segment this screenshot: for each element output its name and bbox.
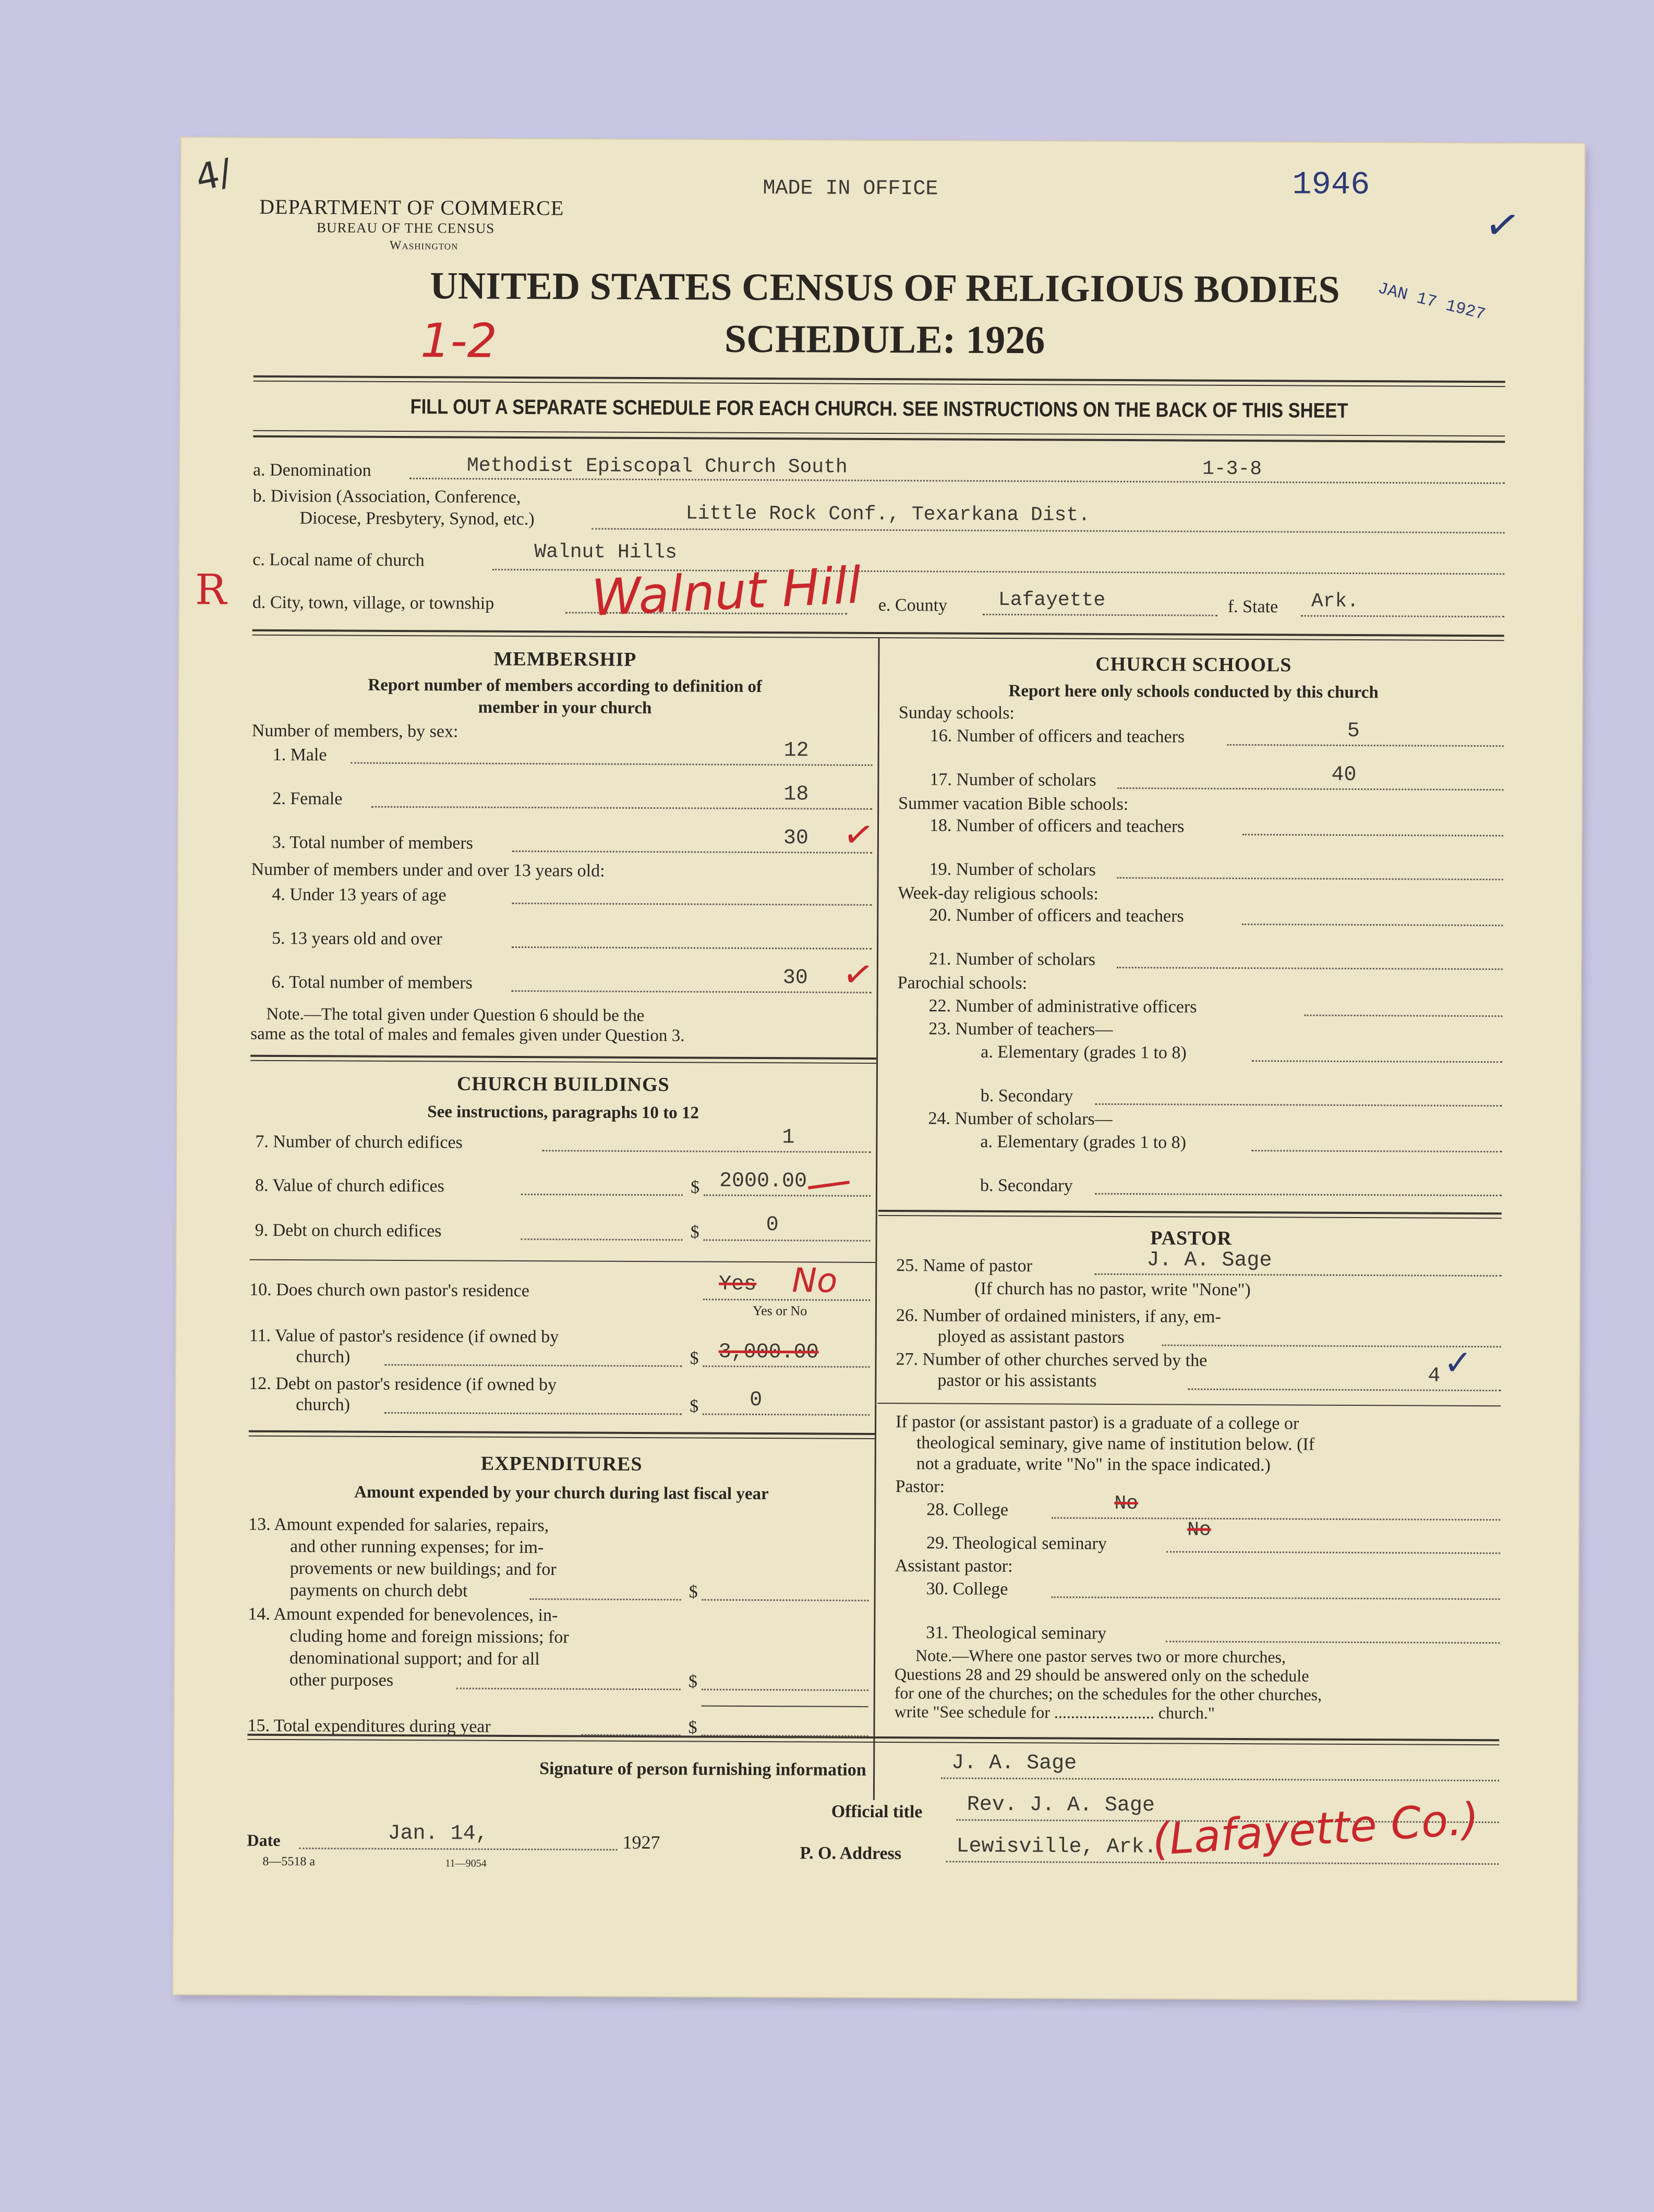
po-address-value: Lewisville, Ark.: [956, 1834, 1157, 1859]
q18-label: 18. Number of officers and teachers: [929, 816, 1185, 836]
graduate-note-3: not a graduate, write "No" in the space indicated.): [916, 1454, 1271, 1475]
denomination-value: Methodist Episcopal Church South: [466, 454, 848, 479]
official-title-value: Rev. J. A. Sage: [967, 1793, 1155, 1818]
q7-value: 1: [782, 1126, 795, 1150]
po-address-red-note: (Lafayette Co.): [1151, 1793, 1481, 1866]
q26-label-1: 26. Number of ordained ministers, if any, em-: [896, 1306, 1221, 1327]
state-label: f. State: [1227, 597, 1278, 617]
q14-line-2: cluding home and foreign missions; for: [289, 1626, 569, 1647]
q8-red-strike: [808, 1181, 850, 1189]
q27-value: 4: [1428, 1364, 1441, 1388]
pastor-note-2: Questions 28 and 29 should be answered only on the schedule: [894, 1664, 1309, 1685]
q14-dollar: $: [688, 1672, 697, 1692]
q23a-label: a. Elementary (grades 1 to 8): [981, 1042, 1187, 1063]
q9-value: 0: [766, 1213, 779, 1237]
q6-label: 6. Total number of members: [271, 972, 473, 993]
q2-label: 2. Female: [272, 788, 343, 809]
date-label: Date: [247, 1830, 281, 1850]
division-label-line2: Diocese, Presbytery, Synod, etc.): [299, 508, 535, 529]
q21-label: 21. Number of scholars: [928, 949, 1096, 969]
sunday-schools-label: Sunday schools:: [898, 703, 1015, 723]
graduate-note-2: theological seminary, give name of institution below. (If: [916, 1433, 1315, 1454]
q23-label: 23. Number of teachers—: [928, 1019, 1113, 1039]
q8-label: 8. Value of church edifices: [255, 1175, 444, 1196]
church-name-label: c. Local name of church: [252, 550, 425, 570]
q6-red-check: ✓: [839, 951, 877, 999]
q15-dollar: $: [688, 1718, 697, 1737]
q15-label: 15. Total expenditures during year: [247, 1716, 491, 1736]
form-title: UNITED STATES CENSUS OF RELIGIOUS BODIES: [430, 264, 1340, 311]
city-label: d. City, town, village, or township: [252, 592, 494, 613]
q8-dollar: $: [690, 1177, 700, 1197]
expenditures-intro: Amount expended by your church during last fiscal year: [354, 1482, 769, 1504]
buildings-heading: CHURCH BUILDINGS: [456, 1073, 670, 1096]
county-label: e. County: [878, 595, 948, 615]
q27-label-1: 27. Number of other churches served by the: [896, 1350, 1208, 1370]
q10-red-correction: No: [792, 1261, 838, 1301]
q14-line-3: denominational support; and for all: [289, 1648, 540, 1669]
q11-label-2: church): [296, 1347, 351, 1367]
instructions-bar: FILL OUT A SEPARATE SCHEDULE FOR EACH CHURCH. SEE INSTRUCTIONS ON THE BACK OF THIS SHEET: [410, 395, 1348, 422]
yes-or-no-caption: Yes or No: [752, 1303, 807, 1319]
q17-label: 17. Number of scholars: [929, 770, 1096, 790]
year-stamp: 1946: [1292, 166, 1370, 204]
signature-label: Signature of person furnishing information: [539, 1759, 866, 1780]
q5-label: 5. 13 years old and over: [272, 928, 442, 949]
q13-line-4: payments on church debt: [289, 1581, 468, 1601]
pastor-note-4: write "See schedule for ........................ church.": [894, 1702, 1215, 1722]
pastor-note-3: for one of the churches; on the schedules for the other churches,: [894, 1683, 1322, 1704]
form-number: 8—5518 a: [262, 1854, 316, 1869]
q10-value: Yes: [719, 1272, 757, 1296]
membership-intro-2: member in your church: [478, 698, 652, 718]
members-by-sex-label: Number of members, by sex:: [251, 721, 458, 742]
parochial-schools-label: Parochial schools:: [897, 973, 1028, 993]
q28-label: 28. College: [926, 1500, 1009, 1520]
q3-red-check: ✓: [840, 811, 878, 859]
q13-dollar: $: [689, 1582, 698, 1602]
q14-line-1: 14. Amount expended for benevolences, in-: [248, 1604, 558, 1625]
q27-label-2: pastor or his assistants: [937, 1370, 1097, 1391]
schools-intro: Report here only schools conducted by this church: [1008, 682, 1379, 702]
signature-value: J. A. Sage: [951, 1751, 1077, 1776]
q13-line-2: and other running expenses; for im-: [289, 1537, 544, 1558]
q9-label: 9. Debt on church edifices: [255, 1220, 442, 1241]
q12-value: 0: [750, 1388, 763, 1413]
q13-line-1: 13. Amount expended for salaries, repairs,: [248, 1514, 549, 1536]
q3-value: 30: [783, 827, 809, 850]
received-date-stamp: JAN 17 1927: [1375, 278, 1488, 325]
q25-value: J. A. Sage: [1146, 1248, 1272, 1273]
q11-dollar: $: [690, 1348, 699, 1368]
membership-note-2: same as the total of males and females given under Question 3.: [250, 1024, 685, 1046]
q25-label: 25. Name of pastor: [896, 1256, 1033, 1276]
red-pencil-note: 1-2: [420, 313, 498, 369]
official-title-label: Official title: [831, 1802, 923, 1822]
q27-check: ✓: [1443, 1342, 1473, 1383]
po-address-label: P. O. Address: [800, 1843, 902, 1864]
q12-dollar: $: [690, 1396, 699, 1416]
q12-label-1: 12. Debt on pastor's residence (if owned by: [249, 1374, 557, 1395]
schools-heading: CHURCH SCHOOLS: [1095, 653, 1292, 676]
membership-note-1: Note.—The total given under Question 6 should be the: [266, 1004, 645, 1026]
department-name: DEPARTMENT OF COMMERCE: [259, 195, 564, 220]
q2-value: 18: [783, 783, 809, 807]
q24b-label: b. Secondary: [980, 1175, 1073, 1196]
q7-label: 7. Number of church edifices: [255, 1132, 463, 1152]
membership-heading: MEMBERSHIP: [493, 648, 637, 671]
date-year: 1927: [622, 1831, 660, 1853]
summer-schools-label: Summer vacation Bible schools:: [898, 794, 1129, 815]
census-schedule-sheet: [173, 138, 1585, 2000]
margin-pencil-mark: 4/: [191, 150, 236, 200]
pastor-subheading: Pastor:: [895, 1477, 945, 1497]
made-in-office-stamp: MADE IN OFFICE: [763, 177, 938, 201]
state-value: Ark.: [1311, 590, 1359, 613]
pastor-note-1: Note.—Where one pastor serves two or more churches,: [915, 1646, 1286, 1667]
q22-label: 22. Number of administrative officers: [928, 996, 1197, 1017]
q24a-label: a. Elementary (grades 1 to 8): [980, 1132, 1187, 1152]
city-value-red: Walnut Hill: [590, 556, 863, 628]
q14-line-4: other purposes: [289, 1670, 394, 1690]
bureau-name: BUREAU OF THE CENSUS: [316, 220, 495, 236]
q29-value: No: [1187, 1518, 1211, 1541]
q17-value: 40: [1331, 763, 1357, 787]
print-number: 11—9054: [445, 1857, 487, 1869]
division-value: Little Rock Conf., Texarkana Dist.: [685, 502, 1091, 527]
q1-label: 1. Male: [272, 745, 327, 765]
q25-note: (If church has no pastor, write "None"): [974, 1279, 1251, 1300]
q23b-label: b. Secondary: [980, 1086, 1073, 1106]
q20-label: 20. Number of officers and teachers: [929, 905, 1184, 926]
q6-value: 30: [782, 966, 808, 990]
assistant-pastor-subheading: Assistant pastor:: [895, 1556, 1013, 1576]
q30-label: 30. College: [926, 1579, 1008, 1599]
q11-value: 3,000.00: [718, 1340, 819, 1365]
q12-label-2: church): [296, 1395, 351, 1415]
denomination-label: a. Denomination: [252, 460, 371, 480]
q26-label-2: ployed as assistant pastors: [937, 1327, 1125, 1347]
q24-label: 24. Number of scholars—: [928, 1109, 1113, 1129]
denomination-code: 1-3-8: [1202, 457, 1262, 481]
membership-intro-1: Report number of members according to definition of: [368, 675, 763, 697]
form-subtitle: SCHEDULE: 1926: [724, 317, 1045, 362]
date-value: Jan. 14,: [388, 1821, 488, 1846]
division-label-line1: b. Division (Association, Conference,: [252, 486, 521, 507]
check-mark: ✓: [1481, 198, 1524, 252]
q16-label: 16. Number of officers and teachers: [929, 726, 1185, 747]
q19-label: 19. Number of scholars: [929, 859, 1096, 880]
expenditures-heading: EXPENDITURES: [480, 1452, 643, 1476]
buildings-intro: See instructions, paragraphs 10 to 12: [427, 1102, 699, 1123]
q10-label: 10. Does church own pastor's residence: [249, 1280, 529, 1301]
q29-label: 29. Theological seminary: [926, 1533, 1107, 1553]
q31-label: 31. Theological seminary: [926, 1623, 1107, 1643]
q8-value: 2000.00: [719, 1169, 807, 1194]
red-margin-letter: R: [195, 565, 227, 614]
bureau-city: Washington: [389, 238, 458, 253]
church-name-value: Walnut Hills: [534, 541, 678, 564]
weekday-schools-label: Week-day religious schools:: [898, 883, 1098, 904]
q9-dollar: $: [690, 1222, 699, 1242]
graduate-note-1: If pastor (or assistant pastor) is a graduate of a college or: [895, 1412, 1299, 1433]
q1-value: 12: [783, 739, 809, 763]
q16-value: 5: [1347, 719, 1360, 744]
pastor-heading: PASTOR: [1150, 1227, 1232, 1249]
county-value: Lafayette: [998, 588, 1106, 612]
q4-label: 4. Under 13 years of age: [272, 884, 446, 905]
under-over-label: Number of members under and over 13 years old:: [251, 859, 605, 881]
q13-line-3: provements or new buildings; and for: [289, 1559, 557, 1579]
q11-label-1: 11. Value of pastor's residence (if owned by: [249, 1326, 559, 1347]
q3-label: 3. Total number of members: [272, 832, 474, 853]
q28-value: No: [1114, 1492, 1139, 1515]
